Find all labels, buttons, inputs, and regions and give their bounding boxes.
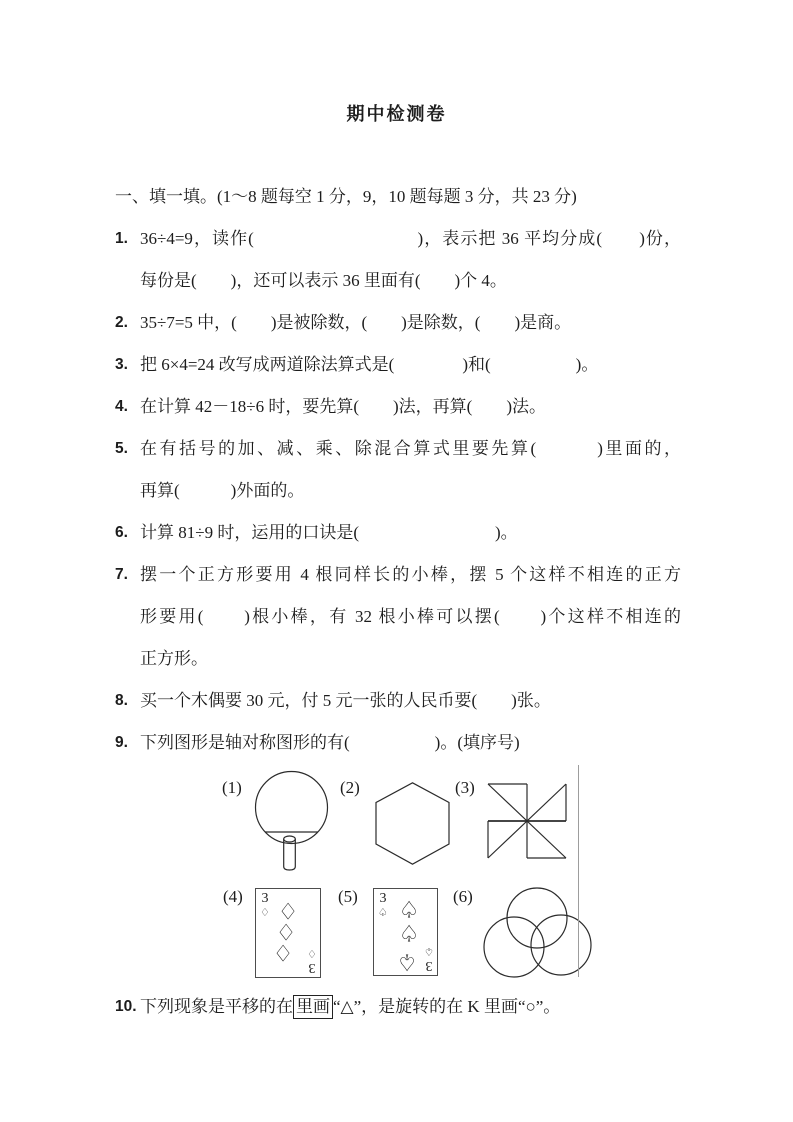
- question-10-text: [140, 986, 681, 1028]
- spade-pip-icon: ♤: [398, 897, 420, 924]
- page-title: 期中检测卷: [346, 104, 447, 124]
- question-7: [115, 554, 681, 680]
- playing-card-3-of-diamonds: [255, 888, 321, 978]
- card-corner-index: [260, 892, 270, 918]
- question-1-number: 1.: [115, 230, 128, 247]
- question-2: [115, 302, 681, 344]
- question-7-text: [140, 554, 681, 680]
- pinwheel-figure: [487, 783, 567, 859]
- question-9: [115, 722, 681, 764]
- spade-pip-icon: ♤: [396, 948, 418, 975]
- spade-pip-icon: ♤: [398, 921, 420, 948]
- question-3-number: 3.: [115, 356, 128, 373]
- card-rank: 3: [261, 891, 269, 906]
- question-text-line: 在计算 42－18÷6 时，要先算( )法，再算( )法。: [140, 397, 546, 416]
- question-text-line: 36÷4=9，读作( )，表示把 36 平均分成( )份，: [140, 229, 681, 248]
- figure-4-label: (4): [223, 887, 243, 906]
- question-text-line: 每份是( )，还可以表示 36 里面有( )个 4。: [140, 271, 507, 290]
- figure-3-label: (3): [455, 778, 475, 797]
- question-10-suffix: “△”，是旋转的在 K 里画“○”。: [333, 997, 561, 1016]
- table-tennis-paddle-figure: [255, 768, 328, 872]
- question-1: [115, 218, 681, 302]
- question-5-text: [140, 428, 681, 512]
- question-2-text: [140, 302, 681, 344]
- question-text-line: 摆一个正方形要用 4 根同样长的小棒，摆 5 个这样不相连的正方: [140, 565, 681, 584]
- question-2-number: 2.: [115, 314, 128, 331]
- figure-2-label: (2): [340, 778, 360, 797]
- question-6-number: 6.: [115, 524, 128, 541]
- answer-box: 里画: [293, 995, 333, 1019]
- diamond-suit-icon: ♢: [307, 947, 317, 960]
- question-4: [115, 386, 681, 428]
- question-text-line: 正方形。: [140, 649, 208, 668]
- diamond-pip-icon: ♢: [275, 920, 297, 947]
- figure-1-label: (1): [222, 778, 242, 797]
- card-rank: 3: [308, 960, 316, 975]
- question-6-text: [140, 512, 681, 554]
- diamond-pip-icon: ♢: [277, 899, 299, 926]
- card-rank: 3: [379, 891, 387, 906]
- question-text-line: 买一个木偶要 30 元，付 5 元一张的人民币要( )张。: [140, 691, 551, 710]
- question-5-number: 5.: [115, 440, 128, 457]
- question-text-line: 下列图形是轴对称图形的有( )。(填序号): [140, 733, 520, 752]
- question-8-text: [140, 680, 681, 722]
- card-corner-index: [378, 892, 388, 918]
- question-text-line: 形要用( )根小棒，有 32 根小棒可以摆( )个这样不相连的: [140, 607, 681, 626]
- paper-body: [115, 176, 681, 1028]
- figure-5-label: (5): [338, 887, 358, 906]
- question-9-figures: [115, 764, 681, 986]
- hexagon-figure: [375, 782, 450, 865]
- question-text-line: 计算 81÷9 时，运用的口诀是( )。: [140, 523, 518, 542]
- question-text-line: 把 6×4=24 改写成两道除法算式是( )和( )。: [140, 355, 599, 374]
- question-7-number: 7.: [115, 566, 128, 583]
- card-corner-index: [424, 946, 434, 972]
- question-8: [115, 680, 681, 722]
- playing-card-3-of-spades: [373, 888, 438, 976]
- question-8-number: 8.: [115, 692, 128, 709]
- question-text-line: 35÷7=5 中，( )是被除数，( )是除数，( )是商。: [140, 313, 572, 332]
- figure-6-label: (6): [453, 887, 473, 906]
- question-3: [115, 344, 681, 386]
- vertical-divider: [578, 765, 579, 977]
- question-9-text: [140, 722, 681, 764]
- question-6: [115, 512, 681, 554]
- question-3-text: [140, 344, 681, 386]
- question-text-line: [140, 986, 681, 1028]
- question-1-text: [140, 218, 681, 302]
- spade-suit-icon: ♤: [378, 906, 388, 919]
- question-10: [115, 986, 681, 1028]
- section-1-heading: 一、填一填。(1～8 题每空 1 分，9，10 题每题 3 分，共 23 分): [115, 187, 577, 206]
- card-corner-index: [307, 948, 317, 974]
- question-4-number: 4.: [115, 398, 128, 415]
- diamond-suit-icon: ♢: [260, 906, 270, 919]
- question-10-prefix: 下列现象是平移的在: [140, 997, 293, 1016]
- question-9-number: 9.: [115, 734, 128, 751]
- card-rank: 3: [425, 958, 433, 973]
- diamond-pip-icon: ♢: [272, 941, 294, 968]
- question-4-text: [140, 386, 681, 428]
- question-text-line: 再算( )外面的。: [140, 481, 305, 500]
- spade-suit-icon: ♤: [424, 945, 434, 958]
- question-text-line: 在有括号的加、减、乘、除混合算式里要先算( )里面的，: [140, 439, 681, 458]
- question-5: [115, 428, 681, 512]
- question-10-number: 10.: [115, 998, 137, 1015]
